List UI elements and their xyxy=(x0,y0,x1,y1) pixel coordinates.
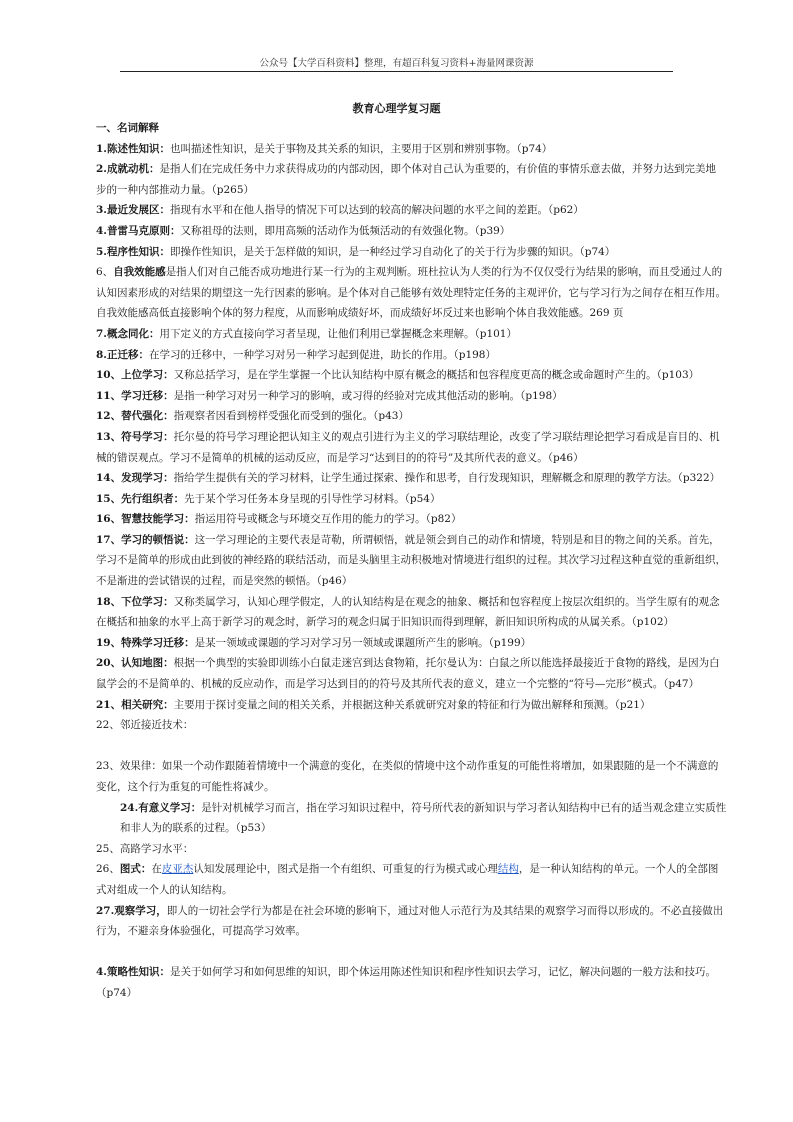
piaget-link[interactable]: 皮亚杰 xyxy=(161,863,194,876)
entry-term: 10、上位学习： xyxy=(96,369,174,382)
entry-24-cont: 和非人为的联系的过程。（p53） xyxy=(120,822,272,835)
entry-term: 19、特殊学习迁移： xyxy=(96,636,195,649)
entry-4b-cont: （p74） xyxy=(96,986,138,999)
entry-term: 16、智慧技能学习： xyxy=(96,513,195,526)
entry-10 xyxy=(96,365,736,386)
entry-term: 7.概念同化： xyxy=(96,327,160,340)
blank-line xyxy=(96,942,736,963)
entry-text: 是指人们对自己能否成功地进行某一行为的主观判断。班杜拉认为人类的行为不仅仅受行为结果的影响，而且受通过人的 xyxy=(165,266,723,279)
structure-link[interactable]: 结构 xyxy=(497,863,519,876)
entry-term: 2.成就动机： xyxy=(96,163,160,176)
document-body xyxy=(96,118,736,1004)
entry-prefix: 6、 xyxy=(96,266,114,279)
entry-4 xyxy=(96,221,736,242)
entry-1 xyxy=(96,139,736,160)
entry-15 xyxy=(96,489,736,510)
entry-26-cont: 式对组成一个人的认知结构。 xyxy=(96,883,233,896)
entry-term: 8.正迁移： xyxy=(96,348,149,361)
entry-text: 是关于如何学习和如何思维的知识，即个体运用陈述性知识和程序性知识去学习，记忆，解决问题的一般方法和技巧。 xyxy=(169,966,716,979)
document-title: 教育心理学复习题 xyxy=(352,102,441,115)
entry-text: 是针对机械学习而言，指在学习知识过程中，符号所代表的新知识与学习者认知结构中已有的适当观念建立实质性 xyxy=(201,801,727,814)
entry-17-cont: 不是渐进的尝试错误的过程，而是突然的顿悟。（p46） xyxy=(96,575,353,588)
entry-2 xyxy=(96,159,736,180)
entry-text: 是某一领域或课题的学习对学习另一领域或课题所产生的影响。（p199） xyxy=(194,636,532,649)
entry-term: 15、先行组织者： xyxy=(96,492,185,505)
entry-text: 在 xyxy=(151,863,162,876)
entry-text: 也叫描述性知识，是关于事物及其关系的知识，主要用于区别和辨别事物。（p74） xyxy=(169,142,553,155)
entry-17 xyxy=(96,530,736,551)
entry-27-cont: 行为，不避亲身体验强化，可提高学习效率。 xyxy=(96,925,306,938)
entry-text: 又称总括学习，是在学生掌握一个比认知结构中原有概念的概括和包容程度更高的概念或命题时产生的。（p103） xyxy=(173,369,700,382)
entry-21 xyxy=(96,695,736,716)
entry-text: 又称类属学习，认知心理学假定，人的认知结构是在观念的抽象、概括和包容程度上按层次组织的。当学生原有的观念 xyxy=(173,595,720,608)
entry-text: 托尔曼的符号学习理论把认知主义的观点引进行为主义的学习联结理论，改变了学习联结理论把学习看成是盲目的、机 xyxy=(173,430,720,443)
entry-20 xyxy=(96,653,736,674)
entry-20-cont: 鼠学会的不是简单的、机械的反应动作，而是学习达到目的的符号及其所代表的意义，建立一个完整的“符号—完形”模式。（p47） xyxy=(96,678,700,691)
entry-24 xyxy=(96,798,736,819)
entry-term: 20、认知地图： xyxy=(96,657,174,670)
entry-text: ，是一种认知结构的单元。一个人的全部图 xyxy=(518,863,719,876)
entry-19 xyxy=(96,633,736,654)
entry-23-cont: 变化，这个行为重复的可能性将减少。 xyxy=(96,781,275,793)
entry-18-cont: 在概括和抽象的水平上高于新学习的观念时，新学习的观念归属于旧知识而得到理解，新旧知识所构成的从属关系。（p102） xyxy=(96,616,675,629)
entry-text: 根据一个典型的实验即训练小白鼠走迷宫到达食物箱，托尔曼认为：白鼠之所以能选择最接近于食物的路线，是因为白 xyxy=(173,657,720,670)
entry-text: 用下定义的方式直接向学习者呈现，让他们利用已掌握概念来理解。（p101） xyxy=(159,327,517,340)
entry-term: 5.程序性知识： xyxy=(96,245,170,258)
entry-text: 指现有水平和在他人指导的情况下可以达到的较高的解决问题的水平之间的差距。（p62） xyxy=(169,204,584,217)
entry-text: 这一学习理论的主要代表是苛勒，所谓顿悟，就是领会到自己的动作和情境，特别是和目的物之间的关系。首先， xyxy=(194,533,720,546)
entry-14 xyxy=(96,468,736,489)
entry-25: 25、高路学习水平： xyxy=(96,842,194,855)
entry-term: 1.陈述性知识： xyxy=(96,142,170,155)
entry-18 xyxy=(96,592,736,613)
entry-term: 27.观察学习， xyxy=(96,904,167,917)
entry-term: 13、符号学习： xyxy=(96,430,174,443)
entry-5 xyxy=(96,242,736,263)
blank-line xyxy=(96,736,736,757)
page-header: 公众号【大学百科资料】整理，有超百科复习资料+海量网课资源 xyxy=(259,58,534,69)
entry-22: 22、邻近接近技术： xyxy=(96,719,194,732)
entry-6 xyxy=(96,262,736,283)
entry-6-cont: 认知因素形成的对结果的期望这一先行因素的影响。是个体对自己能够有效处理特定任务的主观评价，它与学习行为之间存在相互作用。 xyxy=(96,286,726,299)
entry-16 xyxy=(96,509,736,530)
entry-text: 即操作性知识，是关于怎样做的知识，是一种经过学习自动化了的关于行为步骤的知识。（p74） xyxy=(169,245,616,258)
entry-text: 主要用于探讨变量之间的相关关系，并根据这种关系就研究对象的特征和行为做出解释和预测。（p21） xyxy=(173,698,651,711)
entry-6-cont: 自我效能感高低直接影响个体的努力程度，从而影响成绩好坏，而成绩好坏反过来也影响个体自我效能感。269 页 xyxy=(96,307,624,320)
entry-4b xyxy=(96,962,736,983)
entry-7 xyxy=(96,324,736,345)
entry-13-cont: 械的错误观点。学习不是简单的机械的运动反应，而是学习“达到目的的符号”及其所代表的意义。（p46） xyxy=(96,451,584,464)
entry-term: 自我效能感 xyxy=(113,266,166,279)
entry-text: 又称祖母的法则，即用高频的活动作为低频活动的有效强化物。（p39） xyxy=(180,224,511,237)
entry-term: 3.最近发展区： xyxy=(96,204,170,217)
entry-text: 指运用符号或概念与环境交互作用的能力的学习。（p82） xyxy=(194,513,462,526)
entry-13 xyxy=(96,427,736,448)
entry-term: 14、发现学习： xyxy=(96,472,174,485)
entry-23: 23、效果律：如果一个动作跟随着情境中一个满意的变化，在类似的情境中这个动作重复的可能性将增加，如果跟随的是一个不满意的 xyxy=(96,760,719,773)
entry-term: 24.有意义学习： xyxy=(120,801,202,814)
entry-text: 指观察者因看到榜样受强化而受到的强化。（p43） xyxy=(173,410,409,423)
entry-text: 先于某个学习任务本身呈现的引导性学习材料。（p54） xyxy=(184,492,441,505)
entry-27 xyxy=(96,901,736,922)
entry-term: 4.策略性知识： xyxy=(96,966,170,979)
section-heading: 一、名词解释 xyxy=(96,122,159,134)
header-rule xyxy=(120,71,673,72)
entry-term: 17、学习的顿悟说： xyxy=(96,533,195,546)
entry-term: 12、替代强化： xyxy=(96,410,174,423)
entry-11 xyxy=(96,386,736,407)
entry-17-cont: 学习不是简单的形成由此到彼的神经路的联结活动，而是头脑里主动积极地对情境进行组织的过程。其次学习过程这种直觉的重新组织， xyxy=(96,554,726,567)
entry-term: 图式： xyxy=(119,863,152,876)
entry-text: 指给学生提供有关的学习材料，让学生通过探索、操作和思考，自行发现知识，理解概念和原理的教学方法。（p322） xyxy=(173,472,721,485)
entry-text: 认知发展理论中，图式是指一个有组织、可重复的行为模式或心理 xyxy=(193,863,498,876)
entry-text: 在学习的迁移中，一种学习对另一种学习起到促进，助长的作用。（p198） xyxy=(148,348,496,361)
entry-term: 21、相关研究： xyxy=(96,698,174,711)
entry-term: 11、学习迁移： xyxy=(96,389,174,402)
entry-2-cont: 步的一种内部推动力量。（p265） xyxy=(96,183,255,196)
entry-text: 是指一种学习对另一种学习的影响，或习得的经验对完成其他活动的影响。（p198） xyxy=(173,389,563,402)
entry-text: 是指人们在完成任务中力求获得成功的内部动因，即个体对自己认为重要的，有价值的事情乐意去做，并努力达到完美地 xyxy=(159,163,716,176)
entry-term: 4.普雷马克原则： xyxy=(96,224,181,237)
entry-term: 18、下位学习： xyxy=(96,595,174,608)
entry-prefix: 26、 xyxy=(96,863,120,876)
entry-26 xyxy=(96,859,736,880)
entry-12 xyxy=(96,406,736,427)
entry-8 xyxy=(96,345,736,366)
entry-text: 即人的一切社会学行为都是在社会环境的影响下，通过对他人示范行为及其结果的观察学习而得以形成的。不必直接做出 xyxy=(166,904,724,917)
entry-3 xyxy=(96,200,736,221)
